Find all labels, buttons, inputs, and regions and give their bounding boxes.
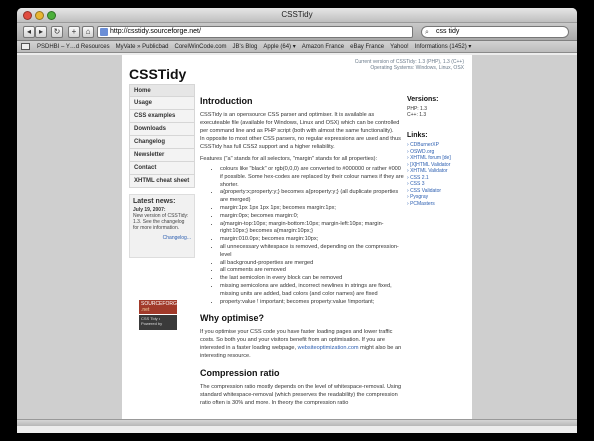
- browser-window: [17, 8, 577, 433]
- back-arrow-icon: ◂: [26, 27, 31, 36]
- intro-paragraph: CSSTidy is an opensource CSS parser and optimiser. It is available as executeable file (available for Windows, Linux and OSX) which can be controlled per command line and as PHP script (both with almost the same functionality).: [200, 112, 400, 134]
- list-item: • the last semicolon in every block can be removed: [220, 275, 405, 283]
- search-value: css tidy: [436, 28, 460, 35]
- link-item[interactable]: › CSS 2.1: [407, 174, 429, 181]
- bookmarks-book-icon[interactable]: [21, 43, 30, 50]
- news-date: July 19, 2007:: [133, 207, 166, 213]
- version-info: [355, 59, 464, 71]
- sourceforge-logo[interactable]: [139, 300, 181, 314]
- why-text-b: might also be an interesting resource.: [200, 345, 402, 360]
- site-title: CSSTidy: [129, 66, 187, 82]
- link-label: XHTML forum [de]: [410, 155, 451, 161]
- news-title: Latest news:: [133, 198, 176, 205]
- introduction-heading: Introduction: [200, 96, 253, 106]
- home-button[interactable]: [82, 26, 94, 38]
- bookmark-item[interactable]: Amazon France: [301, 43, 345, 50]
- link-label: PCMasters: [410, 200, 435, 207]
- search-icon: ⌕: [425, 29, 429, 36]
- reload-button[interactable]: [51, 26, 63, 38]
- search-field[interactable]: [421, 26, 569, 38]
- list-item: • property:value ! important; becomes property:value !important;: [220, 299, 405, 307]
- link-item[interactable]: › OSWD.org: [407, 148, 435, 155]
- site-favicon-icon: [100, 28, 108, 36]
- nav-item-xhtml-cheat-sheet[interactable]: XHTML cheat sheet: [129, 175, 195, 188]
- list-item: • margin:1px 1px 1px 1px; becomes margin:1px;: [220, 205, 405, 213]
- cpp-version: C++: 1.3: [407, 112, 427, 118]
- links-heading: Links:: [407, 132, 428, 139]
- window-title: CSSTidy: [281, 10, 313, 19]
- compression-paragraph: The compression ratio mostly depends on the level of whitespace-removal. Using standard whitespace-removal (which preserves the readability) the compression ratio often is 30% and more. In theory the compression ratio: [200, 384, 402, 407]
- home-icon: ⌂: [85, 27, 91, 36]
- bookmark-item[interactable]: MyVate » Publicbad: [115, 43, 169, 50]
- page-viewport: [17, 55, 577, 426]
- bookmarks-bar: [17, 41, 577, 53]
- csstidy-powered-badge[interactable]: [139, 315, 177, 330]
- plus-icon: +: [71, 27, 77, 36]
- browser-toolbar: [17, 23, 577, 41]
- forward-button[interactable]: [35, 26, 47, 38]
- php-version: PHP: 1.3: [407, 106, 428, 112]
- compression-ratio-heading: Compression ratio: [200, 368, 280, 379]
- back-button[interactable]: [23, 26, 35, 38]
- forward-arrow-icon: ▸: [38, 27, 43, 36]
- reload-icon: ↻: [53, 27, 61, 36]
- bookmark-item[interactable]: Informations (1452) ▾: [414, 44, 472, 50]
- versions-heading: Versions:: [407, 96, 439, 103]
- address-bar[interactable]: [97, 26, 413, 38]
- link-item[interactable]: › Pysgray: [407, 194, 429, 200]
- nav-item-contact[interactable]: Contact: [129, 162, 195, 175]
- sourceforge-logo-text: SOURCEFORGE: [141, 301, 181, 307]
- bookmark-item[interactable]: Apple (64) ▾: [263, 44, 296, 50]
- links-list: [407, 142, 467, 207]
- latest-news-box: [129, 194, 195, 258]
- features-intro: Features ("a" stands for all selectors, "margin" stands for all properties):: [200, 156, 378, 162]
- link-label: XHTML Validator: [410, 168, 448, 174]
- list-item: • all comments are removed: [220, 267, 405, 275]
- why-optimise-paragraph: [200, 328, 405, 360]
- list-item: • a{property:x;property:y;} becomes a{property:y;} (all duplicate properties are merged): [220, 189, 405, 205]
- link-item[interactable]: › CDBurnerXP: [407, 142, 439, 148]
- list-item: • missing semicolons are added, incorrect newlines in strings are fixed, missing units are added, bad colors (and color names) are fixed: [220, 283, 405, 299]
- bookmark-item[interactable]: PSDHBI – Y…d Resources: [37, 43, 110, 50]
- link-label: CDBurnerXP: [410, 142, 439, 148]
- why-text-a: If you optimise your CSS code you have faster loading pages and lower traffic costs. So both you and your visitors benefit from an optimisation. If you are interested in a faster loading webpage,: [200, 329, 393, 352]
- link-item[interactable]: › XHTML forum [de]: [407, 155, 451, 161]
- link-label: CSS Validator: [410, 187, 442, 194]
- link-label: OSWD.org: [410, 148, 435, 155]
- window-bottom-bar: [17, 419, 577, 426]
- list-item: • colours like "black" or rgb(0,0,0) are converted to #000000 or rather #000 if possible. Some hex-codes are replaced by their colour names if they are shorter.: [220, 166, 405, 189]
- list-item: • all background-properties are merged: [220, 260, 405, 268]
- news-changelog-link[interactable]: Changelog...: [162, 235, 191, 241]
- site-nav: [129, 84, 195, 188]
- nav-item-usage[interactable]: Usage: [129, 97, 195, 110]
- link-item[interactable]: › [X]HTML Validator: [407, 161, 451, 168]
- nav-item-downloads[interactable]: Downloads: [129, 123, 195, 136]
- nav-item-changelog[interactable]: Changelog: [129, 136, 195, 149]
- nav-item-home[interactable]: Home: [129, 84, 195, 97]
- features-list: [220, 166, 405, 306]
- link-item[interactable]: › CSS Validator: [407, 187, 442, 194]
- bookmark-item[interactable]: CorelWinCode.com: [174, 43, 227, 50]
- link-item[interactable]: › PCMasters: [407, 200, 435, 207]
- link-label: CSS 2.1: [410, 174, 429, 181]
- nav-item-newsletter[interactable]: Newsletter: [129, 149, 195, 162]
- bookmark-item[interactable]: JB's Blog: [232, 43, 258, 50]
- list-item: • margin:0px; becomes margin:0;: [220, 213, 405, 221]
- link-label: CSS 3: [410, 181, 425, 187]
- why-optimise-heading: Why optimise?: [200, 313, 265, 324]
- intro-paragraph-2: In opposite to most other CSS parsers, no regular expressions are used and thus CSSTidy has full CSS2 support and a higher reliability.: [200, 136, 401, 150]
- bookmark-item[interactable]: eBay France: [350, 43, 385, 50]
- list-item: • all unnecessary whitespace is removed, depending on the compression-level: [220, 244, 405, 260]
- nav-item-css-examples[interactable]: CSS examples: [129, 110, 195, 123]
- add-bookmark-button[interactable]: [68, 26, 80, 38]
- title-bar: [17, 8, 577, 23]
- list-item: • margin:010.0px; becomes margin:10px;: [220, 236, 405, 244]
- address-url: http://csstidy.sourceforge.net/: [110, 28, 201, 35]
- link-item[interactable]: › CSS 3: [407, 181, 425, 187]
- link-label: [X]HTML Validator: [410, 161, 451, 168]
- link-item[interactable]: › XHTML Validator: [407, 168, 448, 174]
- os-line: Operating Systems: Windows, Linux, OSX: [370, 65, 464, 71]
- websiteoptimization-link[interactable]: websiteoptimization.com: [297, 345, 359, 352]
- right-sidebar: [407, 96, 467, 207]
- csstidy-badge-text: CSS Tidy • Powered by: [141, 316, 163, 326]
- list-item: • a{margin-top:10px; margin-bottom:10px; margin-left:10px; margin-right:10px;} becomes a{margin:10px;}: [220, 221, 405, 237]
- news-body: New version of CSSTidy: 1.3. See the changelog for more information.: [133, 213, 189, 231]
- bookmark-item[interactable]: Yahoo!: [390, 43, 409, 50]
- main-content: [200, 96, 405, 407]
- web-page: [122, 55, 472, 426]
- sourceforge-net-text: .net: [141, 307, 150, 313]
- link-label: Pysgray: [410, 194, 429, 200]
- version-line: Current version of CSSTidy: 1.3 (PHP), 1.3 (C++): [354, 59, 464, 65]
